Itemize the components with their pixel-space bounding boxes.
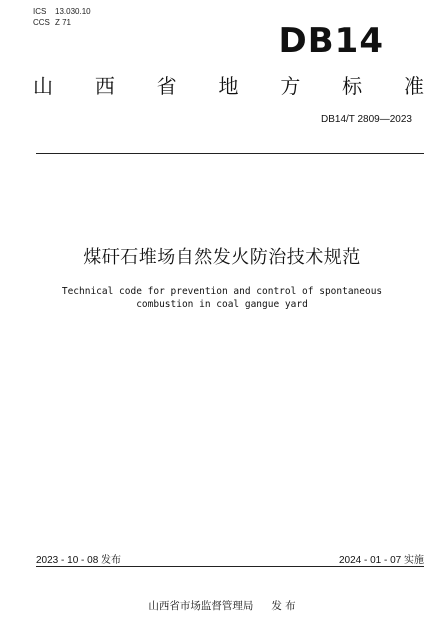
standard-number: DB14/T 2809—2023: [321, 114, 412, 125]
ics-row: [33, 6, 91, 17]
ics-value: 13.030.10: [55, 7, 91, 16]
heading-char: 西: [94, 74, 115, 98]
top-divider: [36, 153, 424, 154]
ccs-label: CCS: [33, 18, 50, 27]
heading-char: 省: [156, 74, 177, 98]
ics-label: ICS: [33, 7, 47, 16]
publisher-name: 山西省市场监督管理局: [148, 600, 254, 612]
heading-char: 准: [403, 74, 424, 98]
bottom-divider: [36, 566, 424, 567]
document-title: 煤矸石堆场自然发火防治技术规范: [83, 247, 361, 268]
heading-char: 地: [218, 74, 239, 98]
heading-char: 山: [33, 74, 53, 98]
issue-date: 2023 - 10 - 08 发布: [36, 555, 122, 566]
publisher-action: 发 布: [271, 600, 296, 612]
english-title-line: Technical code for prevention and control of spontaneous: [61, 286, 383, 297]
implementation-date: 2024 - 01 - 07 实施: [338, 555, 424, 566]
heading-char: 方: [280, 74, 301, 98]
heading-char: 标: [342, 74, 363, 98]
english-title-line: combustion in coal gangue yard: [136, 299, 308, 310]
standard-type-heading: [33, 74, 424, 98]
ccs-value: Z 71: [55, 18, 72, 27]
db14-logo: DB14: [278, 21, 384, 61]
ccs-row: [33, 17, 91, 28]
classification-codes: [33, 6, 91, 28]
english-title: [0, 285, 444, 311]
publisher-line: [0, 598, 444, 613]
